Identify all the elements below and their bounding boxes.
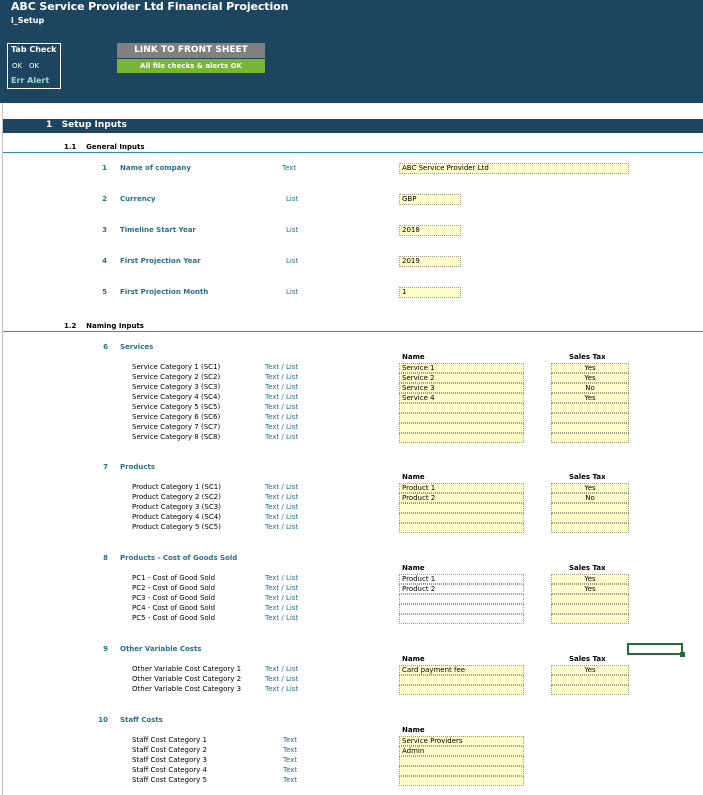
sales-tax-cell[interactable]: [551, 523, 629, 533]
category-type: Text / List: [265, 614, 299, 622]
sales-tax-cell[interactable]: [551, 423, 629, 433]
category-label: Staff Cost Category 2: [132, 746, 207, 754]
category-name-cell[interactable]: Service 1: [399, 363, 524, 373]
input-type: List: [286, 288, 299, 296]
input-cell[interactable]: 2018: [399, 225, 461, 236]
group-title: Other Variable Costs: [120, 645, 202, 653]
sales-tax-cell[interactable]: No: [551, 493, 629, 503]
category-label: Other Variable Cost Category 2: [132, 675, 242, 683]
category-type: Text / List: [265, 383, 299, 391]
category-label: PC1 - Cost of Good Sold: [132, 574, 216, 582]
sales-tax-cell[interactable]: [551, 403, 629, 413]
category-name-cell[interactable]: [399, 766, 524, 776]
column-header-name: Name: [402, 564, 425, 572]
category-label: PC5 - Cost of Good Sold: [132, 614, 216, 622]
input-cell[interactable]: ABC Service Provider Ltd: [399, 163, 629, 174]
input-type: List: [286, 226, 299, 234]
category-type: Text / List: [265, 413, 299, 421]
sales-tax-cell[interactable]: [551, 513, 629, 523]
category-type: Text / List: [265, 665, 299, 673]
category-name-cell[interactable]: Service 3: [399, 383, 524, 393]
sales-tax-cell[interactable]: [551, 433, 629, 443]
category-name-cell[interactable]: Product 1: [399, 574, 524, 584]
category-name-cell[interactable]: [399, 776, 524, 786]
column-header-name: Name: [402, 353, 425, 361]
link-to-front-sheet-button[interactable]: LINK TO FRONT SHEET: [117, 43, 265, 58]
category-name-cell[interactable]: [399, 675, 524, 685]
category-type: Text: [283, 766, 298, 774]
category-name-cell[interactable]: Card payment fee: [399, 665, 524, 675]
category-type: Text / List: [265, 403, 299, 411]
category-label: Service Category 1 (SC1): [132, 363, 221, 371]
category-name-cell[interactable]: [399, 685, 524, 695]
sales-tax-cell[interactable]: Yes: [551, 665, 629, 675]
group-title: Services: [120, 343, 154, 351]
sales-tax-cell[interactable]: Yes: [551, 363, 629, 373]
sales-tax-cell[interactable]: Yes: [551, 574, 629, 584]
input-label: Timeline Start Year: [120, 226, 196, 234]
sales-tax-cell[interactable]: No: [551, 383, 629, 393]
category-type: Text: [283, 756, 298, 764]
app-title: ABC Service Provider Ltd Financial Projection: [11, 0, 289, 13]
category-label: Staff Cost Category 5: [132, 776, 207, 784]
input-cell[interactable]: 2019: [399, 256, 461, 267]
group-number: 7: [103, 463, 108, 471]
category-label: Service Category 4 (SC4): [132, 393, 221, 401]
sheet-header: [0, 0, 703, 103]
category-type: Text / List: [265, 493, 299, 501]
category-type: Text / List: [265, 685, 299, 693]
sheet-left-border: [2, 103, 3, 795]
section-title-text: Setup Inputs: [61, 120, 127, 130]
category-name-cell[interactable]: Product 2: [399, 493, 524, 503]
tab-check-title: Tab Check: [11, 45, 57, 54]
category-name-cell[interactable]: [399, 423, 524, 433]
fill-handle[interactable]: [680, 652, 685, 657]
sales-tax-cell[interactable]: [551, 604, 629, 614]
category-type: Text / List: [265, 513, 299, 521]
subsection-general-title: 1.1 General Inputs: [64, 143, 145, 151]
column-header-sales-tax: Sales Tax: [569, 655, 606, 663]
category-label: Service Category 6 (SC6): [132, 413, 221, 421]
subsection-divider: [3, 331, 703, 332]
group-title: Products - Cost of Goods Sold: [120, 554, 238, 562]
group-title: Products: [120, 463, 156, 471]
category-type: Text / List: [265, 373, 299, 381]
tab-check-ok-2: OK: [29, 62, 40, 70]
category-name-cell[interactable]: Admin: [399, 746, 524, 756]
category-name-cell[interactable]: [399, 403, 524, 413]
category-name-cell[interactable]: [399, 614, 524, 624]
category-label: Product Category 2 (SC2): [132, 493, 221, 501]
column-header-name: Name: [402, 726, 425, 734]
section-title: [46, 120, 127, 130]
category-label: Service Category 2 (SC2): [132, 373, 221, 381]
sheet-name: i_Setup: [11, 16, 45, 25]
category-label: Product Category 1 (SC1): [132, 483, 221, 491]
category-type: Text / List: [265, 433, 299, 441]
category-type: Text / List: [265, 584, 299, 592]
category-label: PC4 - Cost of Good Sold: [132, 604, 216, 612]
group-number: 10: [98, 716, 108, 724]
selected-cell[interactable]: [627, 643, 683, 655]
category-name-cell[interactable]: [399, 513, 524, 523]
category-type: Text / List: [265, 523, 299, 531]
input-number: 5: [102, 288, 107, 296]
column-header-name: Name: [402, 655, 425, 663]
tab-check-err-alert: Err Alert: [11, 76, 50, 85]
category-label: Other Variable Cost Category 1: [132, 665, 242, 673]
category-label: Other Variable Cost Category 3: [132, 685, 242, 693]
category-name-cell[interactable]: [399, 594, 524, 604]
category-type: Text / List: [265, 423, 299, 431]
category-label: PC3 - Cost of Good Sold: [132, 594, 216, 602]
category-name-cell[interactable]: Product 1: [399, 483, 524, 493]
input-type: Text: [282, 164, 297, 172]
category-label: Staff Cost Category 4: [132, 766, 207, 774]
input-label: Currency: [120, 195, 156, 203]
category-name-cell[interactable]: Product 2: [399, 584, 524, 594]
file-checks-status: All file checks & alerts OK: [117, 59, 265, 73]
category-name-cell[interactable]: [399, 756, 524, 766]
input-label: First Projection Month: [120, 288, 209, 296]
input-cell[interactable]: 1: [399, 287, 461, 298]
subsection-naming-title: 1.2 Naming Inputs: [64, 322, 144, 330]
category-label: Service Category 8 (SC8): [132, 433, 221, 441]
input-number: 4: [102, 257, 107, 265]
category-label: Product Category 5 (SC5): [132, 523, 221, 531]
input-number: 3: [102, 226, 107, 234]
category-label: Service Category 7 (SC7): [132, 423, 221, 431]
category-name-cell[interactable]: Service 4: [399, 393, 524, 403]
category-type: Text / List: [265, 594, 299, 602]
category-type: Text / List: [265, 675, 299, 683]
category-label: Staff Cost Category 3: [132, 756, 207, 764]
category-label: PC2 - Cost of Good Sold: [132, 584, 216, 592]
category-type: Text / List: [265, 393, 299, 401]
input-number: 1: [102, 164, 107, 172]
tab-check-ok-1: OK: [12, 62, 23, 70]
sales-tax-cell[interactable]: Yes: [551, 584, 629, 594]
section-number: 1: [46, 120, 53, 130]
subsection-divider: [3, 152, 703, 153]
input-type: List: [286, 257, 299, 265]
input-label: First Projection Year: [120, 257, 201, 265]
category-label: Product Category 3 (SC3): [132, 503, 221, 511]
sales-tax-cell[interactable]: [551, 594, 629, 604]
column-header-name: Name: [402, 473, 425, 481]
category-label: Service Category 5 (SC5): [132, 403, 221, 411]
category-type: Text / List: [265, 483, 299, 491]
category-name-cell[interactable]: [399, 433, 524, 443]
column-header-sales-tax: Sales Tax: [569, 473, 606, 481]
category-name-cell[interactable]: Service Providers: [399, 736, 524, 746]
category-name-cell[interactable]: [399, 503, 524, 513]
category-type: Text: [283, 776, 298, 784]
category-type: Text / List: [265, 604, 299, 612]
input-cell[interactable]: GBP: [399, 194, 461, 205]
group-number: 6: [103, 343, 108, 351]
category-name-cell[interactable]: Service 2: [399, 373, 524, 383]
category-type: Text / List: [265, 503, 299, 511]
category-type: Text / List: [265, 363, 299, 371]
sales-tax-cell[interactable]: [551, 675, 629, 685]
sales-tax-cell[interactable]: [551, 614, 629, 624]
group-number: 9: [103, 645, 108, 653]
category-name-cell[interactable]: [399, 523, 524, 533]
input-number: 2: [102, 195, 107, 203]
category-type: Text: [283, 736, 298, 744]
sales-tax-cell[interactable]: Yes: [551, 373, 629, 383]
input-type: List: [286, 195, 299, 203]
sales-tax-cell[interactable]: [551, 503, 629, 513]
column-header-sales-tax: Sales Tax: [569, 353, 606, 361]
category-label: Service Category 3 (SC3): [132, 383, 221, 391]
input-label: Name of company: [120, 164, 191, 172]
sales-tax-cell[interactable]: [551, 685, 629, 695]
sales-tax-cell[interactable]: [551, 413, 629, 423]
sales-tax-cell[interactable]: Yes: [551, 483, 629, 493]
category-label: Product Category 4 (SC4): [132, 513, 221, 521]
group-number: 8: [103, 554, 108, 562]
category-name-cell[interactable]: [399, 413, 524, 423]
category-type: Text / List: [265, 574, 299, 582]
category-label: Staff Cost Category 1: [132, 736, 207, 744]
column-header-sales-tax: Sales Tax: [569, 564, 606, 572]
category-name-cell[interactable]: [399, 604, 524, 614]
sales-tax-cell[interactable]: Yes: [551, 393, 629, 403]
group-title: Staff Costs: [120, 716, 163, 724]
category-type: Text: [283, 746, 298, 754]
